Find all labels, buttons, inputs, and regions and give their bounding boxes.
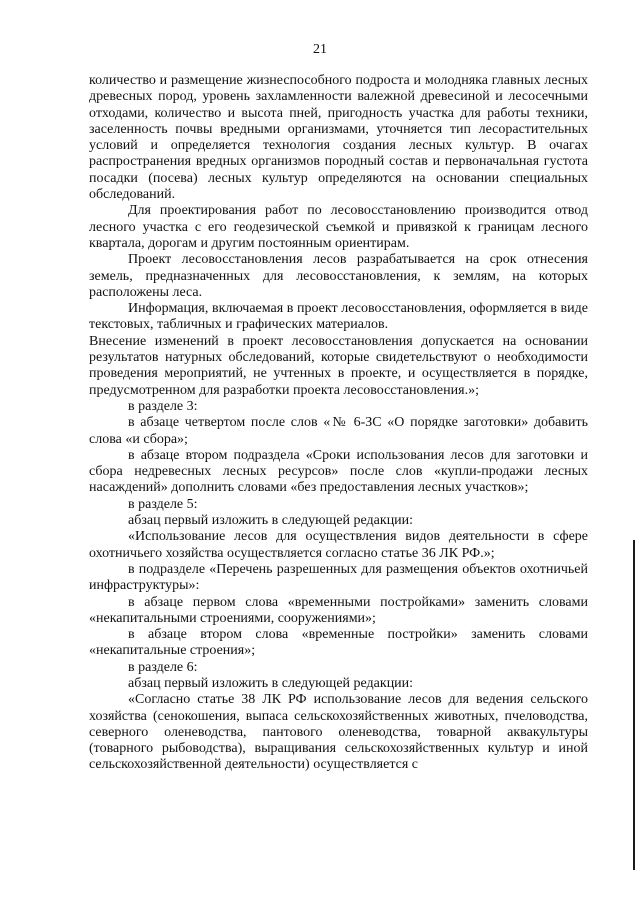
document-body [89,73,588,774]
paragraph-section-3-amendment-2: в абзаце втором подраздела «Сроки использования лесов для заготовки и сбора недревесных лесных ресурсов» после слов «купли-продажи лесных насаждений» дополнить словами «без предоставления лесных участков»; [89,447,588,496]
paragraph-section-6-heading: в разделе 6: [128,659,198,675]
paragraph-project-term: Проект лесовосстановления лесов разрабатывается на срок отнесения земель, предназначенных для лесовосстановления, к землям, на которых расположены леса. [89,252,588,300]
paragraph-hunting-amendment-2: в абзаце втором слова «временные постройки» заменить словами «некапитальные строения»; [89,627,588,659]
paragraph-section-5-new-text: «Использование лесов для осуществления видов деятельности в сфере охотничьего хозяйства осуществляется согласно статье 36 ЛК РФ.»; [89,529,588,561]
paragraph-section-5-instruction: абзац первый изложить в следующей редакции: [128,513,414,529]
paragraph-section-5-heading: в разделе 5: [128,496,198,512]
paragraph-section-6-instruction: абзац первый изложить в следующей редакции: [128,675,414,691]
paragraph-section-6-new-text: «Согласно статье 38 ЛК РФ использование лесов для ведения сельского хозяйства (сенокошения, выпаса сельскохозяйственных животных, пчеловодства, северного оленеводства, пантового оленеводства, товарной аквакультуры (товарного рыбоводства), выращивания сельскохозяйственных культур и иной сельскохозяйственной деятельности) осуществляется с [89,692,588,773]
paragraph-section-3-amendment-1: в абзаце четвертом после слов «№ 6-ЗС «О порядке заготовки» добавить слова «и сбора»; [89,415,588,447]
page-number: 21 [313,42,327,57]
paragraph-hunting-amendment-1: в абзаце первом слова «временными постройками» заменить словами «некапитальными строениями, сооружениями»; [89,594,588,626]
paragraph-continuation: количество и размещение жизнеспособного подроста и молодняка главных лесных древесных пород, уровень захламленности валежной древесиной и лесосечными отходами, количество и высота пней, пригодность участка для работы техники, заселенность почвы вредными организмами, уточняется тип лесорастительных условий и определяется технология создания лесных культур. В очагах распространения вредных организмов породный состав и первоначальная густота посадки (посева) лесных культур определяются на основании специальных обследований. [89,73,588,203]
paragraph-hunting-infrastructure: в подразделе «Перечень разрешенных для размещения объектов охотничьей инфраструктуры»: [89,561,588,594]
paragraph-project-information: Информация, включаемая в проект лесовосстановления, оформляется в виде текстовых, табличных и графических материалов. [89,301,588,333]
paragraph-plot-allotment: Для проектирования работ по лесовосстановлению производится отвод лесного участка с его геодезической съемкой и привязкой к границам лесного квартала, дорогам и другим постоянным ориентирам. [89,203,588,251]
paragraph-project-changes: Внесение изменений в проект лесовосстановления допускается на основании результатов натурных обследований, которые свидетельствуют о необходимости проведения мероприятий, не учтенных в проекте, и осуществляется в порядке, предусмотренном для разработки проекта лесовосстановления.»; [89,333,588,398]
scan-edge-line [633,540,635,870]
paragraph-section-3-heading: в разделе 3: [128,398,198,414]
